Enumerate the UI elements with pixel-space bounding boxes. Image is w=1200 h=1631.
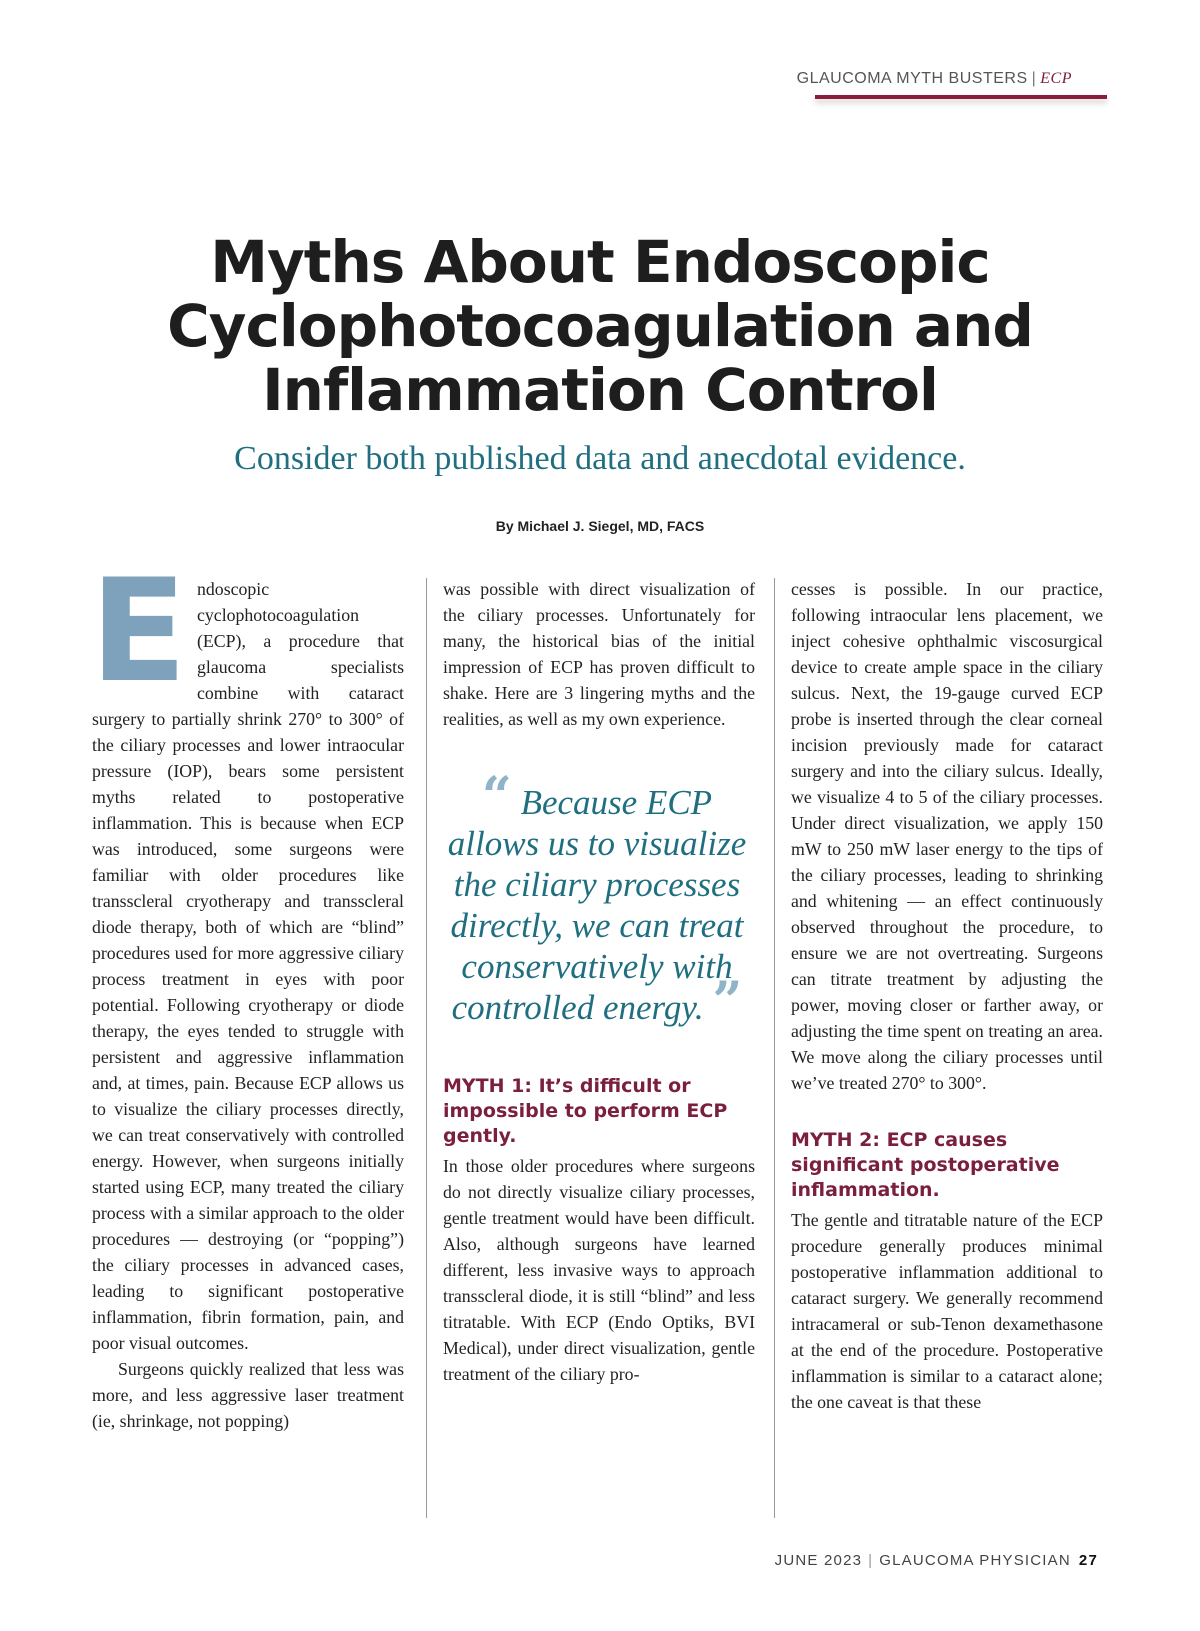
section-label: GLAUCOMA MYTH BUSTERS [796, 70, 1028, 87]
open-quote-mark: “ [481, 766, 512, 827]
subsection-label: ECP [1040, 70, 1072, 87]
body-paragraph: Surgeons quickly realized that less was more, and less aggressive laser treatment (ie, shrinkage, not popping) [92, 1359, 404, 1431]
pull-quote [433, 766, 761, 1032]
byline: By Michael J. Siegel, MD, FACS [495, 518, 705, 534]
myth-2-heading: MYTH 2: ECP causes significant postoperative inflammation. [791, 1129, 1060, 1201]
column-3 [791, 576, 1103, 1415]
title-line: Myths About Endoscopic [210, 228, 990, 296]
column-1 [90, 549, 404, 1434]
article-subtitle: Consider both published data and anecdotal evidence. [234, 440, 966, 477]
drop-cap: E [90, 549, 188, 714]
page-footer [775, 1552, 1098, 1569]
body-paragraph: cesses is possible. In our practice, following intraocular lens placement, we inject cohesive ophthalmic viscosurgical device to create ample space in the ciliary sulcus. Next, the 19-gauge curved ECP probe is inserted through the clear corneal incision previously made for cataract surgery and into the ciliary sulcus. Ideally, we visualize 4 to 5 of the ciliary processes. Under direct visualization, we apply 150 mW to 250 mW laser energy to the tips of the ciliary processes, leading to shrinking and whitening — an effect continuously observed throughout the procedure, to ensure we are not overtreating. Surgeons can titrate treatment by adjusting the power, moving closer or farther away, or adjusting the time spent on treating an area. We move along the ciliary processes until we’ve treated 270° to 300°. [791, 579, 1103, 1093]
column-divider [426, 578, 427, 1518]
body-paragraph: In those older procedures where surgeons do not directly visualize ciliary processes, gentle treatment would have been difficult. Also, although surgeons have learned different, less invasive ways to approach transscleral diode, it is still “blind” and less titratable. With ECP (Endo Optiks, BVI Medical), under direct visualization, gentle treatment of the ciliary pro- [443, 1156, 755, 1384]
myth-1-heading: MYTH 1: It’s difficult or impossible to perform ECP gently. [443, 1075, 728, 1147]
column-2 [443, 576, 755, 1387]
article-title [0, 230, 1200, 422]
publication-name: GLAUCOMA PHYSICIAN [879, 1552, 1071, 1569]
issue-date: JUNE 2023 [774, 1552, 863, 1569]
page-number: 27 [1078, 1552, 1098, 1569]
running-head [797, 70, 1072, 88]
body-paragraph: was possible with direct visualization of the ciliary processes. Unfortunately for many, the historical bias of the initial impression of ECP has proven difficult to shake. Here are 3 lingering myths and the realities, as well as my own experience. [443, 579, 755, 729]
pull-quote-text: Because ECP allows us to visualize the ciliary processes directly, we can treat conservatively with controlled energy. [447, 783, 747, 1027]
intro-text: ndoscopic cyclophotocoagulation (ECP), a procedure that glaucoma specialists combine with cataract surgery to partially shrink 270° to 300° of the ciliary processes and lower intraocular pressure (IOP), bears some persistent myths related to postoperative inflammation. This is because when ECP was introduced, some surgeons were familiar with older procedures like transscleral cryotherapy and transscleral diode therapy, both of which are “blind” procedures used for more aggressive ciliary process treatment in eyes with poor potential. Following cryotherapy or diode therapy, the eyes tended to struggle with persistent and aggressive inflammation and, at times, pain. Because ECP allows us to visualize the ciliary processes directly, we can treat conservatively with controlled energy. However, when surgeons initially started using ECP, many treated the ciliary process with a similar approach to the older procedures — destroying (or “popping”) the ciliary processes in advanced cases, leading to significant postoperative inflammation, fibrin formation, pain, and poor visual outcomes. [92, 579, 404, 1353]
title-line: Inflammation Control [262, 356, 938, 424]
body-paragraph: The gentle and titratable nature of the ECP procedure generally produces minimal postoperative inflammation additional to cataract surgery. We generally recommend intracameral or sub-Tenon dexamethasone at the end of the procedure. Postoperative inflammation is similar to a cataract alone; the one caveat is that these [791, 1210, 1103, 1412]
column-divider [774, 578, 775, 1518]
title-line: Cyclophotocoagulation and [167, 292, 1033, 360]
close-quote-mark: ” [712, 971, 743, 1032]
header-separator: | [1031, 70, 1037, 87]
footer-separator: | [868, 1552, 874, 1569]
header-rule [815, 95, 1107, 99]
intro-paragraph [90, 549, 404, 1356]
